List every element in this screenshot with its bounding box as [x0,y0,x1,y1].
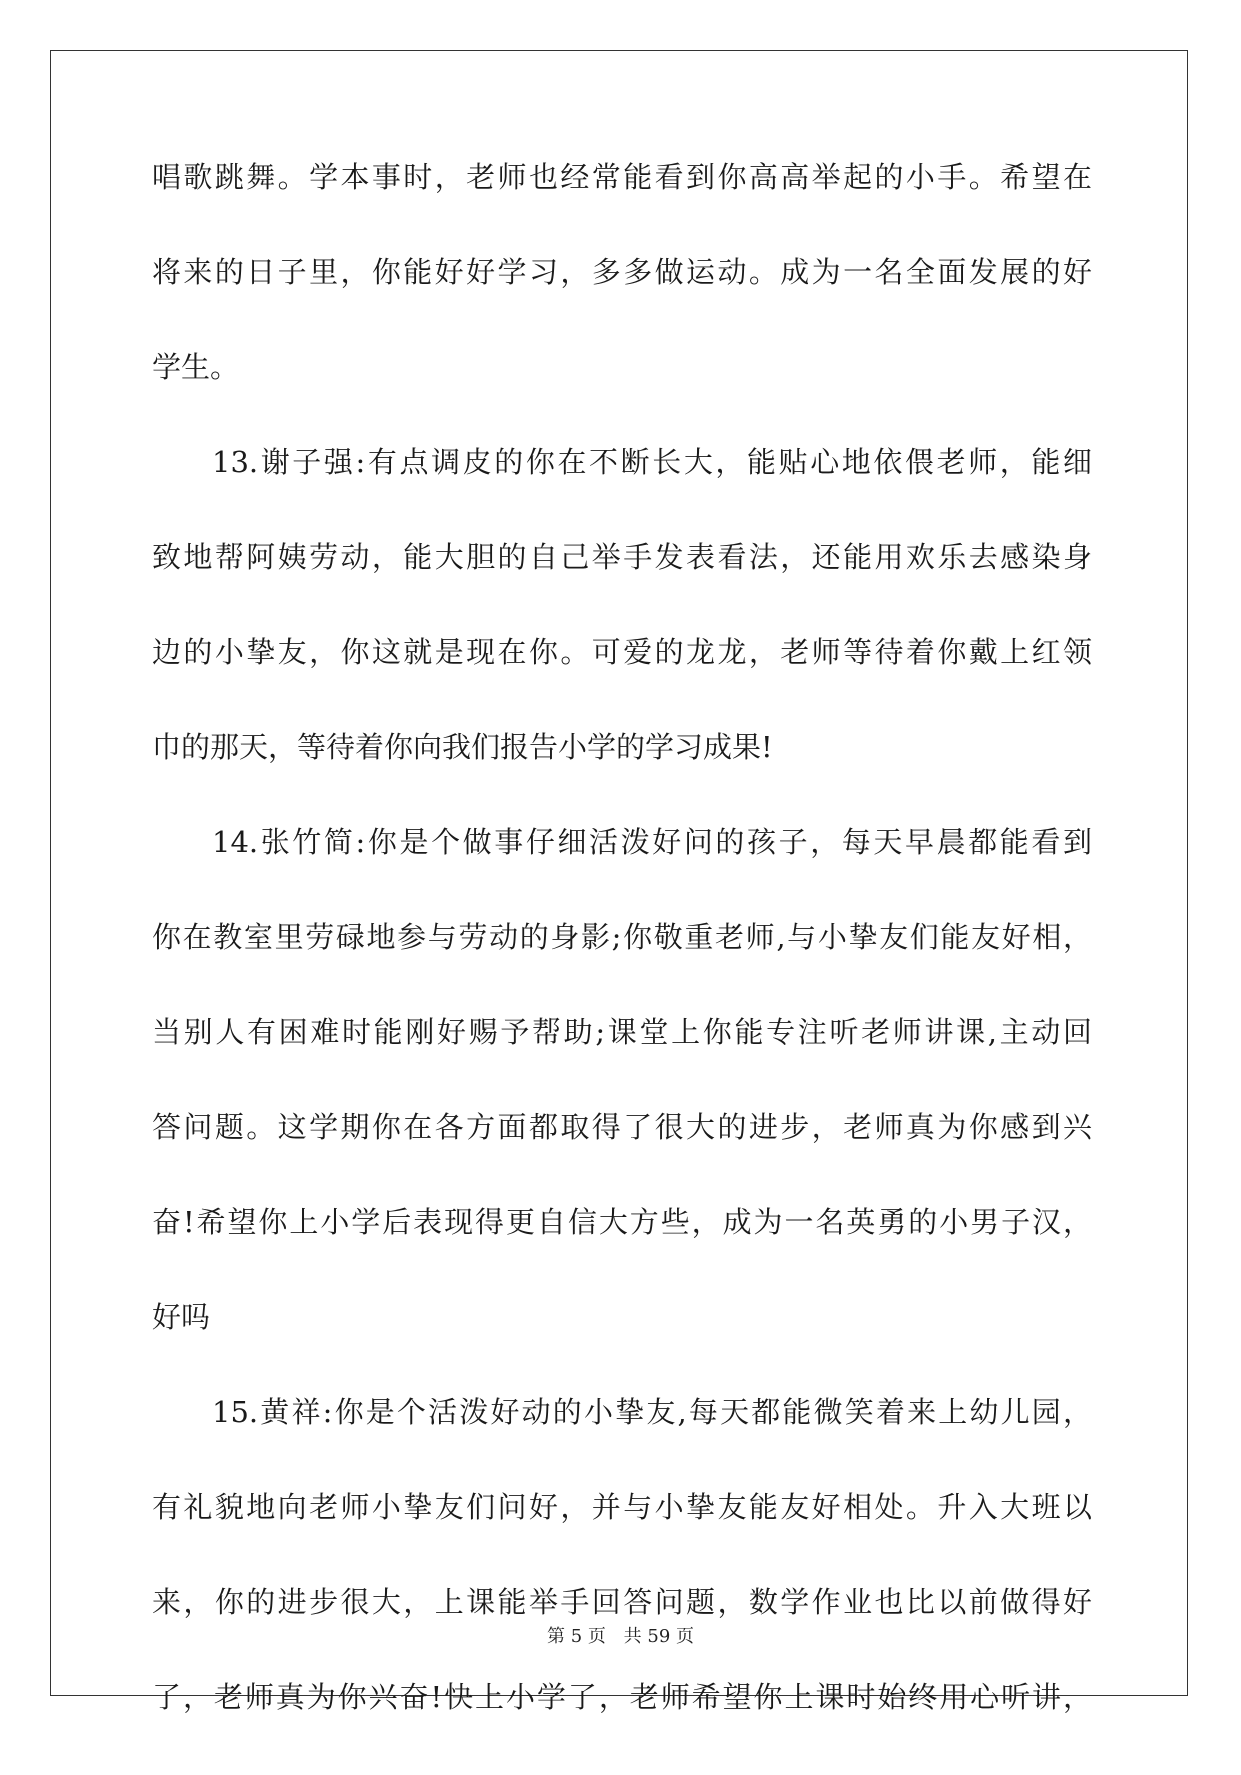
text-line: 了，老师真为你兴奋!快上小学了，老师希望你上课时始终用心听讲， [152,1680,1092,1714]
text-line: 将来的日子里，你能好好学习，多多做运动。成为一名全面发展的好 [152,255,1092,289]
text-line: 来，你的进步很大，上课能举手回答问题，数学作业也比以前做得好 [152,1585,1092,1619]
text-line: 学生。 [152,350,240,384]
text-line: 好吗 [152,1300,211,1334]
paragraph-start-14: 14.张竹简:你是个做事仔细活泼好问的孩子，每天早晨都能看到 [212,825,1092,859]
text-line: 当别人有困难时能刚好赐予帮助;课堂上你能专注听老师讲课,主动回 [152,1015,1092,1049]
paragraph-start-15: 15.黄祥:你是个活泼好动的小挚友,每天都能微笑着来上幼儿园， [212,1395,1092,1429]
text-line: 巾的那天，等待着你向我们报告小学的学习成果! [152,730,773,764]
text-line: 奋!希望你上小学后表现得更自信大方些，成为一名英勇的小男子汉， [152,1205,1092,1239]
text-line: 你在教室里劳碌地参与劳动的身影;你敬重老师,与小挚友们能友好相， [152,920,1092,954]
text-line: 有礼貌地向老师小挚友们问好，并与小挚友能友好相处。升入大班以 [152,1490,1092,1524]
page-number: 第 5 页 [547,1626,606,1647]
text-line: 边的小挚友，你这就是现在你。可爱的龙龙，老师等待着你戴上红领 [152,635,1092,669]
paragraph-start-13: 13.谢子强:有点调皮的你在不断长大，能贴心地依偎老师，能细 [212,445,1092,479]
page-total: 共 59 页 [623,1626,694,1647]
text-line: 答问题。这学期你在各方面都取得了很大的进步，老师真为你感到兴 [152,1110,1092,1144]
text-line: 致地帮阿姨劳动，能大胆的自己举手发表看法，还能用欢乐去感染身 [152,540,1092,574]
document-body [152,160,1092,1775]
page-footer [0,1622,1241,1648]
text-line: 唱歌跳舞。学本事时，老师也经常能看到你高高举起的小手。希望在 [152,160,1092,194]
